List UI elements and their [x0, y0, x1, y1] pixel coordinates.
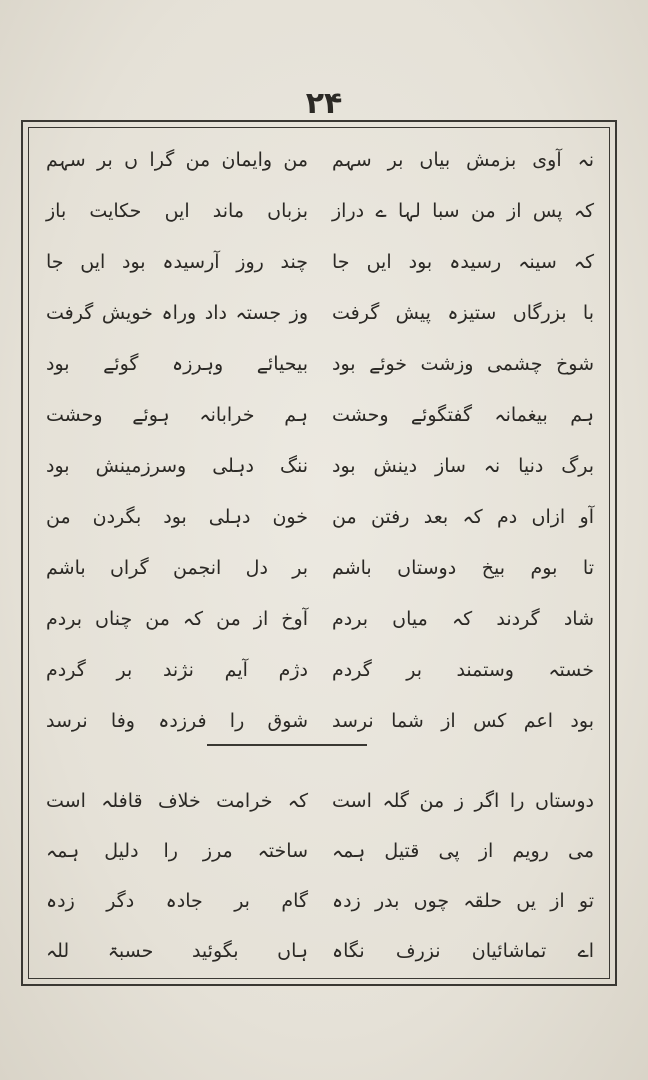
- hemistich-second: ہاں بگوئید حسبۃ للہ: [46, 940, 308, 962]
- couplet: [40, 338, 604, 389]
- hemistich-first: خستہ وستمند بر گردم: [332, 658, 594, 681]
- hemistich-first: دوستاں را اگر ز من گلہ است: [332, 790, 594, 812]
- hemistich-first: تو از یں حلقہ چوں بدر زدہ: [332, 890, 594, 912]
- couplet: [40, 542, 604, 593]
- hemistich-second: دژم آیم نژند بر گردم: [46, 658, 308, 681]
- hemistich-first: اے تماشائیان نزرف نگاہ: [332, 940, 594, 962]
- couplet: [40, 876, 604, 926]
- couplet: [40, 185, 604, 236]
- hemistich-first: کہ پس از من سبا لہا ے دراز: [332, 199, 594, 222]
- couplet: [40, 926, 604, 976]
- hemistich-first: می رویم از پی قتیل ہمہ: [332, 840, 594, 862]
- hemistich-first: کہ سینہ رسیدہ بود ایں جا: [332, 250, 594, 273]
- hemistich-second: شوق را فرزدہ وفا نرسد: [46, 709, 308, 732]
- hemistich-second: بزباں ماند ایں حکایت باز: [46, 199, 308, 222]
- hemistich-second: ہم خرابانہ ہوئے وحشت: [46, 403, 308, 426]
- hemistich-second: ساختہ مرز را دلیل ہمہ: [46, 840, 308, 862]
- hemistich-first: شوخ چشمی وزشت خوئے بود: [332, 352, 594, 375]
- hemistich-second: گام بر جادہ دگر زدہ: [46, 890, 308, 912]
- couplet: [40, 389, 604, 440]
- hemistich-second: چند روز آرسیدہ بود ایں جا: [46, 250, 308, 273]
- couplet: [40, 236, 604, 287]
- hemistich-second: خون دہلی بود بگردن من: [46, 505, 308, 528]
- couplet: [40, 491, 604, 542]
- hemistich-second: من وایمان من گرا ں بر سہم: [46, 148, 308, 171]
- couplet: [40, 826, 604, 876]
- hemistich-first: ہم بیغمانہ گفتگوئے وحشت: [332, 403, 594, 426]
- hemistich-first: بود اعم کس از شما نرسد: [332, 709, 594, 732]
- couplet: [40, 440, 604, 491]
- hemistich-second: کہ خرامت خلاف قافلہ است: [46, 790, 308, 812]
- hemistich-first: آو ازاں دم کہ بعد رفتن من: [332, 505, 594, 528]
- hemistich-second: بیحیائے وہرزہ گوئے بود: [46, 352, 308, 375]
- couplet: [40, 644, 604, 695]
- couplet: [40, 134, 604, 185]
- hemistich-second: وز جستہ داد وراہ خویش گرفت: [46, 301, 308, 324]
- hemistich-first: تا بوم بیخ دوستاں باشم: [332, 556, 594, 579]
- couplet: [40, 287, 604, 338]
- hemistich-first: برگ دنیا نہ ساز دینش بود: [332, 454, 594, 477]
- section-divider: [207, 744, 367, 746]
- couplet: [40, 593, 604, 644]
- poem-stanza-1: [40, 134, 604, 746]
- couplet: [40, 695, 604, 746]
- hemistich-second: ننگ دہلی وسرزمینش بود: [46, 454, 308, 477]
- hemistich-first: نہ آوی بزمش بیاں بر سہم: [332, 148, 594, 171]
- poem-stanza-2: [40, 776, 604, 976]
- couplet: [40, 776, 604, 826]
- hemistich-second: آوخ از من کہ من چناں بردم: [46, 607, 308, 630]
- hemistich-first: شاد گردند کہ میاں بردم: [332, 607, 594, 630]
- hemistich-first: با بزرگاں ستیزہ پیش گرفت: [332, 301, 594, 324]
- hemistich-second: بر دل انجمن گراں باشم: [46, 556, 308, 579]
- page-number: ٢۴: [305, 86, 343, 121]
